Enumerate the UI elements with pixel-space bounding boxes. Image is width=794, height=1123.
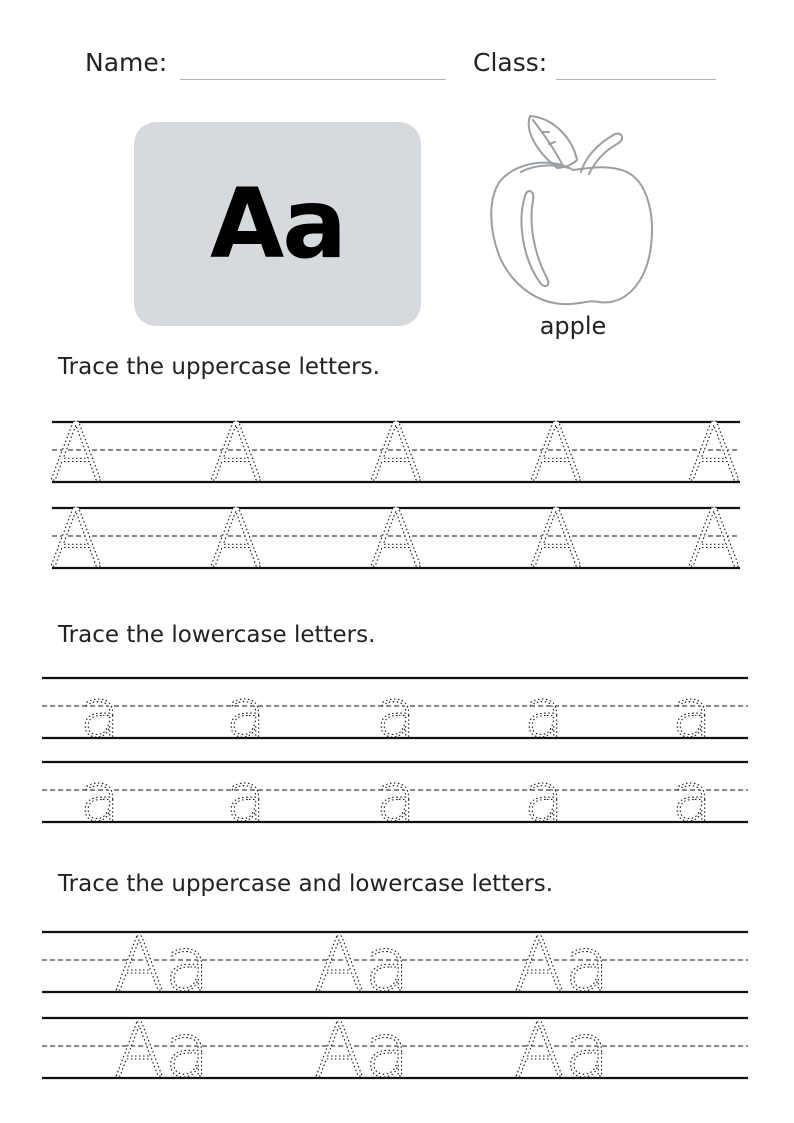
trace-letter: Aa bbox=[114, 922, 210, 1008]
trace-letter: a bbox=[671, 675, 713, 752]
featured-word: apple bbox=[539, 312, 607, 340]
trace-letter: a bbox=[79, 759, 121, 836]
trace-letter: A bbox=[686, 406, 742, 499]
trace-letter: A bbox=[686, 492, 742, 585]
name-label: Name: bbox=[85, 48, 168, 77]
trace-letter: a bbox=[375, 675, 417, 752]
trace-letter: A bbox=[208, 492, 264, 585]
trace-letter: A bbox=[368, 492, 424, 585]
trace-letter: a bbox=[79, 675, 121, 752]
trace-letter: a bbox=[523, 759, 565, 836]
trace-letter: a bbox=[375, 759, 417, 836]
trace-letter: Aa bbox=[314, 922, 410, 1008]
trace-letter: A bbox=[528, 406, 584, 499]
instruction-mixed: Trace the uppercase and lowercase letters. bbox=[58, 871, 554, 897]
instruction-lowercase: Trace the lowercase letters. bbox=[58, 622, 376, 648]
featured-letter-pair: Aa bbox=[209, 168, 346, 280]
trace-letter: Aa bbox=[514, 922, 610, 1008]
trace-letter: Aa bbox=[114, 1008, 210, 1094]
trace-letter: A bbox=[528, 492, 584, 585]
trace-letter: A bbox=[368, 406, 424, 499]
trace-letter: A bbox=[208, 406, 264, 499]
trace-letter: A bbox=[48, 406, 104, 499]
trace-letter: Aa bbox=[514, 1008, 610, 1094]
class-label: Class: bbox=[473, 48, 548, 77]
trace-letter: Aa bbox=[314, 1008, 410, 1094]
trace-letter: A bbox=[48, 492, 104, 585]
trace-letter: a bbox=[225, 675, 267, 752]
trace-letter: a bbox=[671, 759, 713, 836]
trace-letter: a bbox=[523, 675, 565, 752]
instruction-uppercase: Trace the uppercase letters. bbox=[58, 354, 380, 380]
trace-letter: a bbox=[225, 759, 267, 836]
